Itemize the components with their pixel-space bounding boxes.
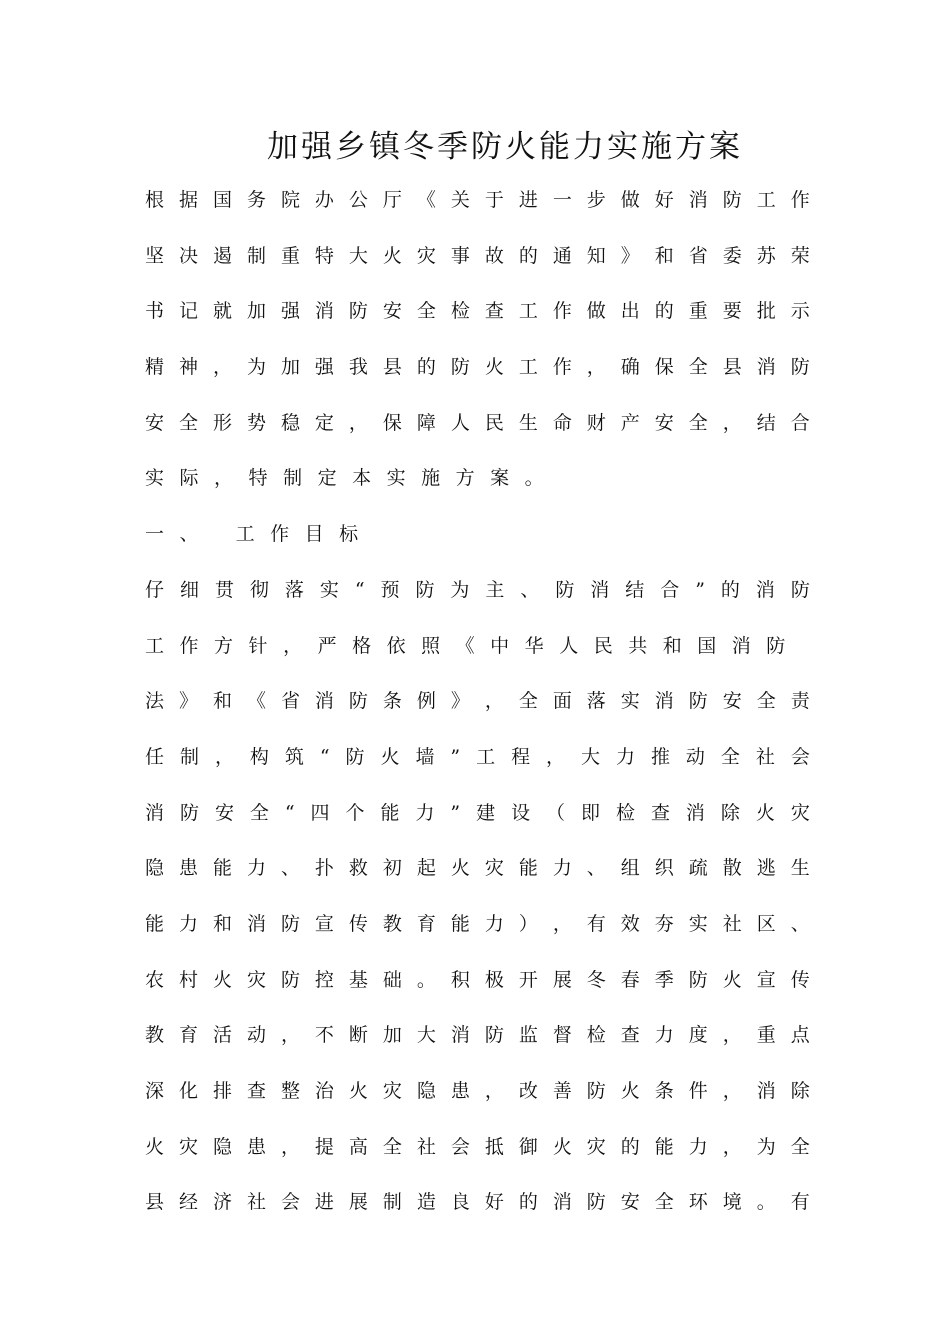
text-line: 书 记 就 加 强 消 防 安 全 检 查 工 作 做 出 的 重 要 批 示 xyxy=(145,300,810,323)
text-line: 根 据 国 务 院 办 公 厅 《 关 于 进 一 步 做 好 消 防 工 作 xyxy=(145,189,810,211)
text-line: 能 力 和 消 防 宣 传 教 育 能 力 ） ， 有 效 夯 实 社 区 、 xyxy=(145,912,810,935)
text-line: 法 》 和 《 省 消 防 条 例 》 ， 全 面 落 实 消 防 安 全 责 xyxy=(145,690,810,713)
document-title: 加强乡镇冬季防火能力实施方案 xyxy=(267,129,743,165)
text-line: 深 化 排 查 整 治 火 灾 隐 患 ， 改 善 防 火 条 件 ， 消 除 xyxy=(145,1080,810,1102)
text-line: 精 神 ， 为 加 强 我 县 的 防 火 工 作 ， 确 保 全 县 消 防 xyxy=(145,356,810,379)
text-line: 消 防 安 全 “ 四 个 能 力 ” 建 设 （ 即 检 查 消 除 火 灾 xyxy=(145,801,810,824)
text-line: 仔 细 贯 彻 落 实 “ 预 防 为 主 、 防 消 结 合 ” 的 消 防 xyxy=(145,578,810,601)
text-line: 工 作 方 针 ， 严 格 依 照 《 中 华 人 民 共 和 国 消 防 xyxy=(145,634,786,657)
text-line: 县 经 济 社 会 进 展 制 造 良 好 的 消 防 安 全 环 境 。 有 xyxy=(145,1191,810,1214)
text-line: 隐 患 能 力 、 扑 救 初 起 火 灾 能 力 、 组 织 疏 散 逃 生 xyxy=(145,857,810,880)
text-line: 任 制 ， 构 筑 “ 防 火 墙 ” 工 程 ， 大 力 推 动 全 社 会 xyxy=(145,745,810,768)
text-line: 安 全 形 势 稳 定 ， 保 障 人 民 生 命 财 产 安 全 ， 结 合 xyxy=(145,411,810,434)
text-line: 农 村 火 灾 防 控 基 础 。 积 极 开 展 冬 春 季 防 火 宣 传 xyxy=(145,968,810,991)
text-line: 坚 决 遏 制 重 特 大 火 灾 事 故 的 通 知 》 和 省 委 苏 荣 xyxy=(145,244,810,267)
text-line: 教 育 活 动 ， 不 断 加 大 消 防 监 督 检 查 力 度 ， 重 点 xyxy=(145,1024,810,1047)
document-body xyxy=(145,176,810,1234)
text-line: 一 、 工 作 目 标 xyxy=(145,523,359,546)
text-line: 实 际 ， 特 制 定 本 实 施 方 案 。 xyxy=(145,467,544,490)
text-line: 火 灾 隐 患 ， 提 高 全 社 会 抵 御 火 灾 的 能 力 ， 为 全 xyxy=(145,1135,810,1158)
